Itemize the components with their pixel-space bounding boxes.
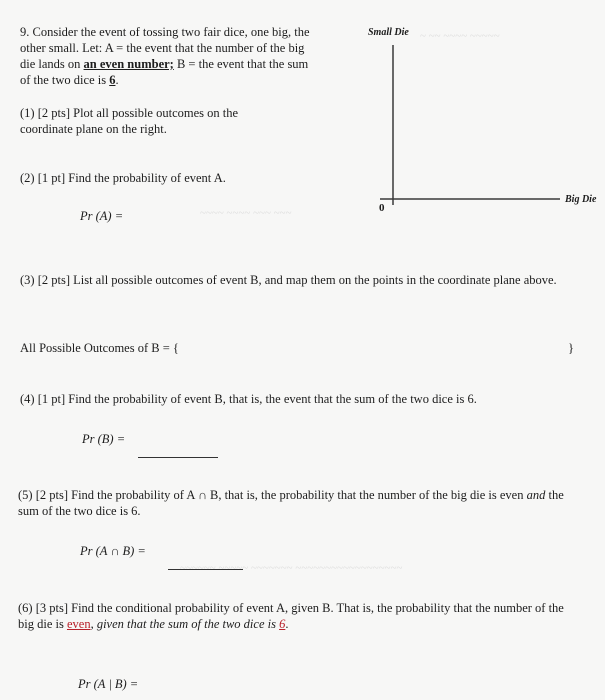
even-highlight: even bbox=[66, 617, 91, 631]
part-1-prompt: (1) [2 pts] Plot all possible outcomes on the coordinate plane on the right. bbox=[20, 106, 239, 136]
sum-six: 6 bbox=[109, 73, 116, 87]
even-number-phrase: an even number; bbox=[83, 57, 174, 71]
part-2-prompt: (2) [1 pt] Find the probability of event A. bbox=[20, 171, 226, 185]
pr-b-answer-line[interactable] bbox=[138, 457, 218, 458]
bleed-through-text: ~ ~~ ~~~~ ~~~~~ bbox=[420, 30, 500, 42]
part-4-prompt: (4) [1 pt] Find the probability of event B, that is, the event that the sum of the two dice is 6. bbox=[20, 392, 477, 406]
six-highlight: 6 bbox=[279, 617, 286, 631]
pr-a-given-b-label: Pr (A | B) = bbox=[78, 677, 139, 691]
closing-brace: } bbox=[568, 341, 574, 355]
x-axis-label: Big Die bbox=[565, 194, 597, 205]
part-5-prompt: (5) [2 pts] Find the probability of A ∩ B, that is, the probability that the number of the big die is even and the sum of the two dice is 6. bbox=[18, 488, 564, 518]
part-3-prompt: (3) [2 pts] List all possible outcomes of event B, and map them on the points in the coordinate plane above. bbox=[20, 273, 557, 287]
bleed-through-text: ~~~~ ~~~~ ~~~ ~~~ bbox=[200, 207, 292, 219]
pr-b-label: Pr (B) = bbox=[82, 432, 126, 446]
origin-label: 0 bbox=[379, 202, 385, 214]
pr-a-and-b-label: Pr (A ∩ B) = bbox=[80, 544, 146, 558]
all-outcomes-b-label: All Possible Outcomes of B = { bbox=[20, 341, 179, 355]
y-axis-label: Small Die bbox=[368, 27, 409, 38]
pr-ab-answer-line[interactable] bbox=[168, 569, 243, 570]
question-9-intro: 9. Consider the event of tossing two fair dice, one big, the other small. Let: A = the event that the number of the big die lands on an even number; B = the event that the sum of the two dice is 6. bbox=[20, 25, 310, 87]
pr-a-label: Pr (A) = bbox=[80, 209, 124, 223]
bleed-through-text: ~~~~~~ ~~~~~ ~~~~~~~ ~~~~~~~~~~~~~~~~~~ bbox=[180, 562, 403, 574]
part-6-prompt: (6) [3 pts] Find the conditional probability of event A, given B. That is, the probability that the number of the big die is even, given that the sum of the two dice is 6. bbox=[18, 601, 564, 631]
